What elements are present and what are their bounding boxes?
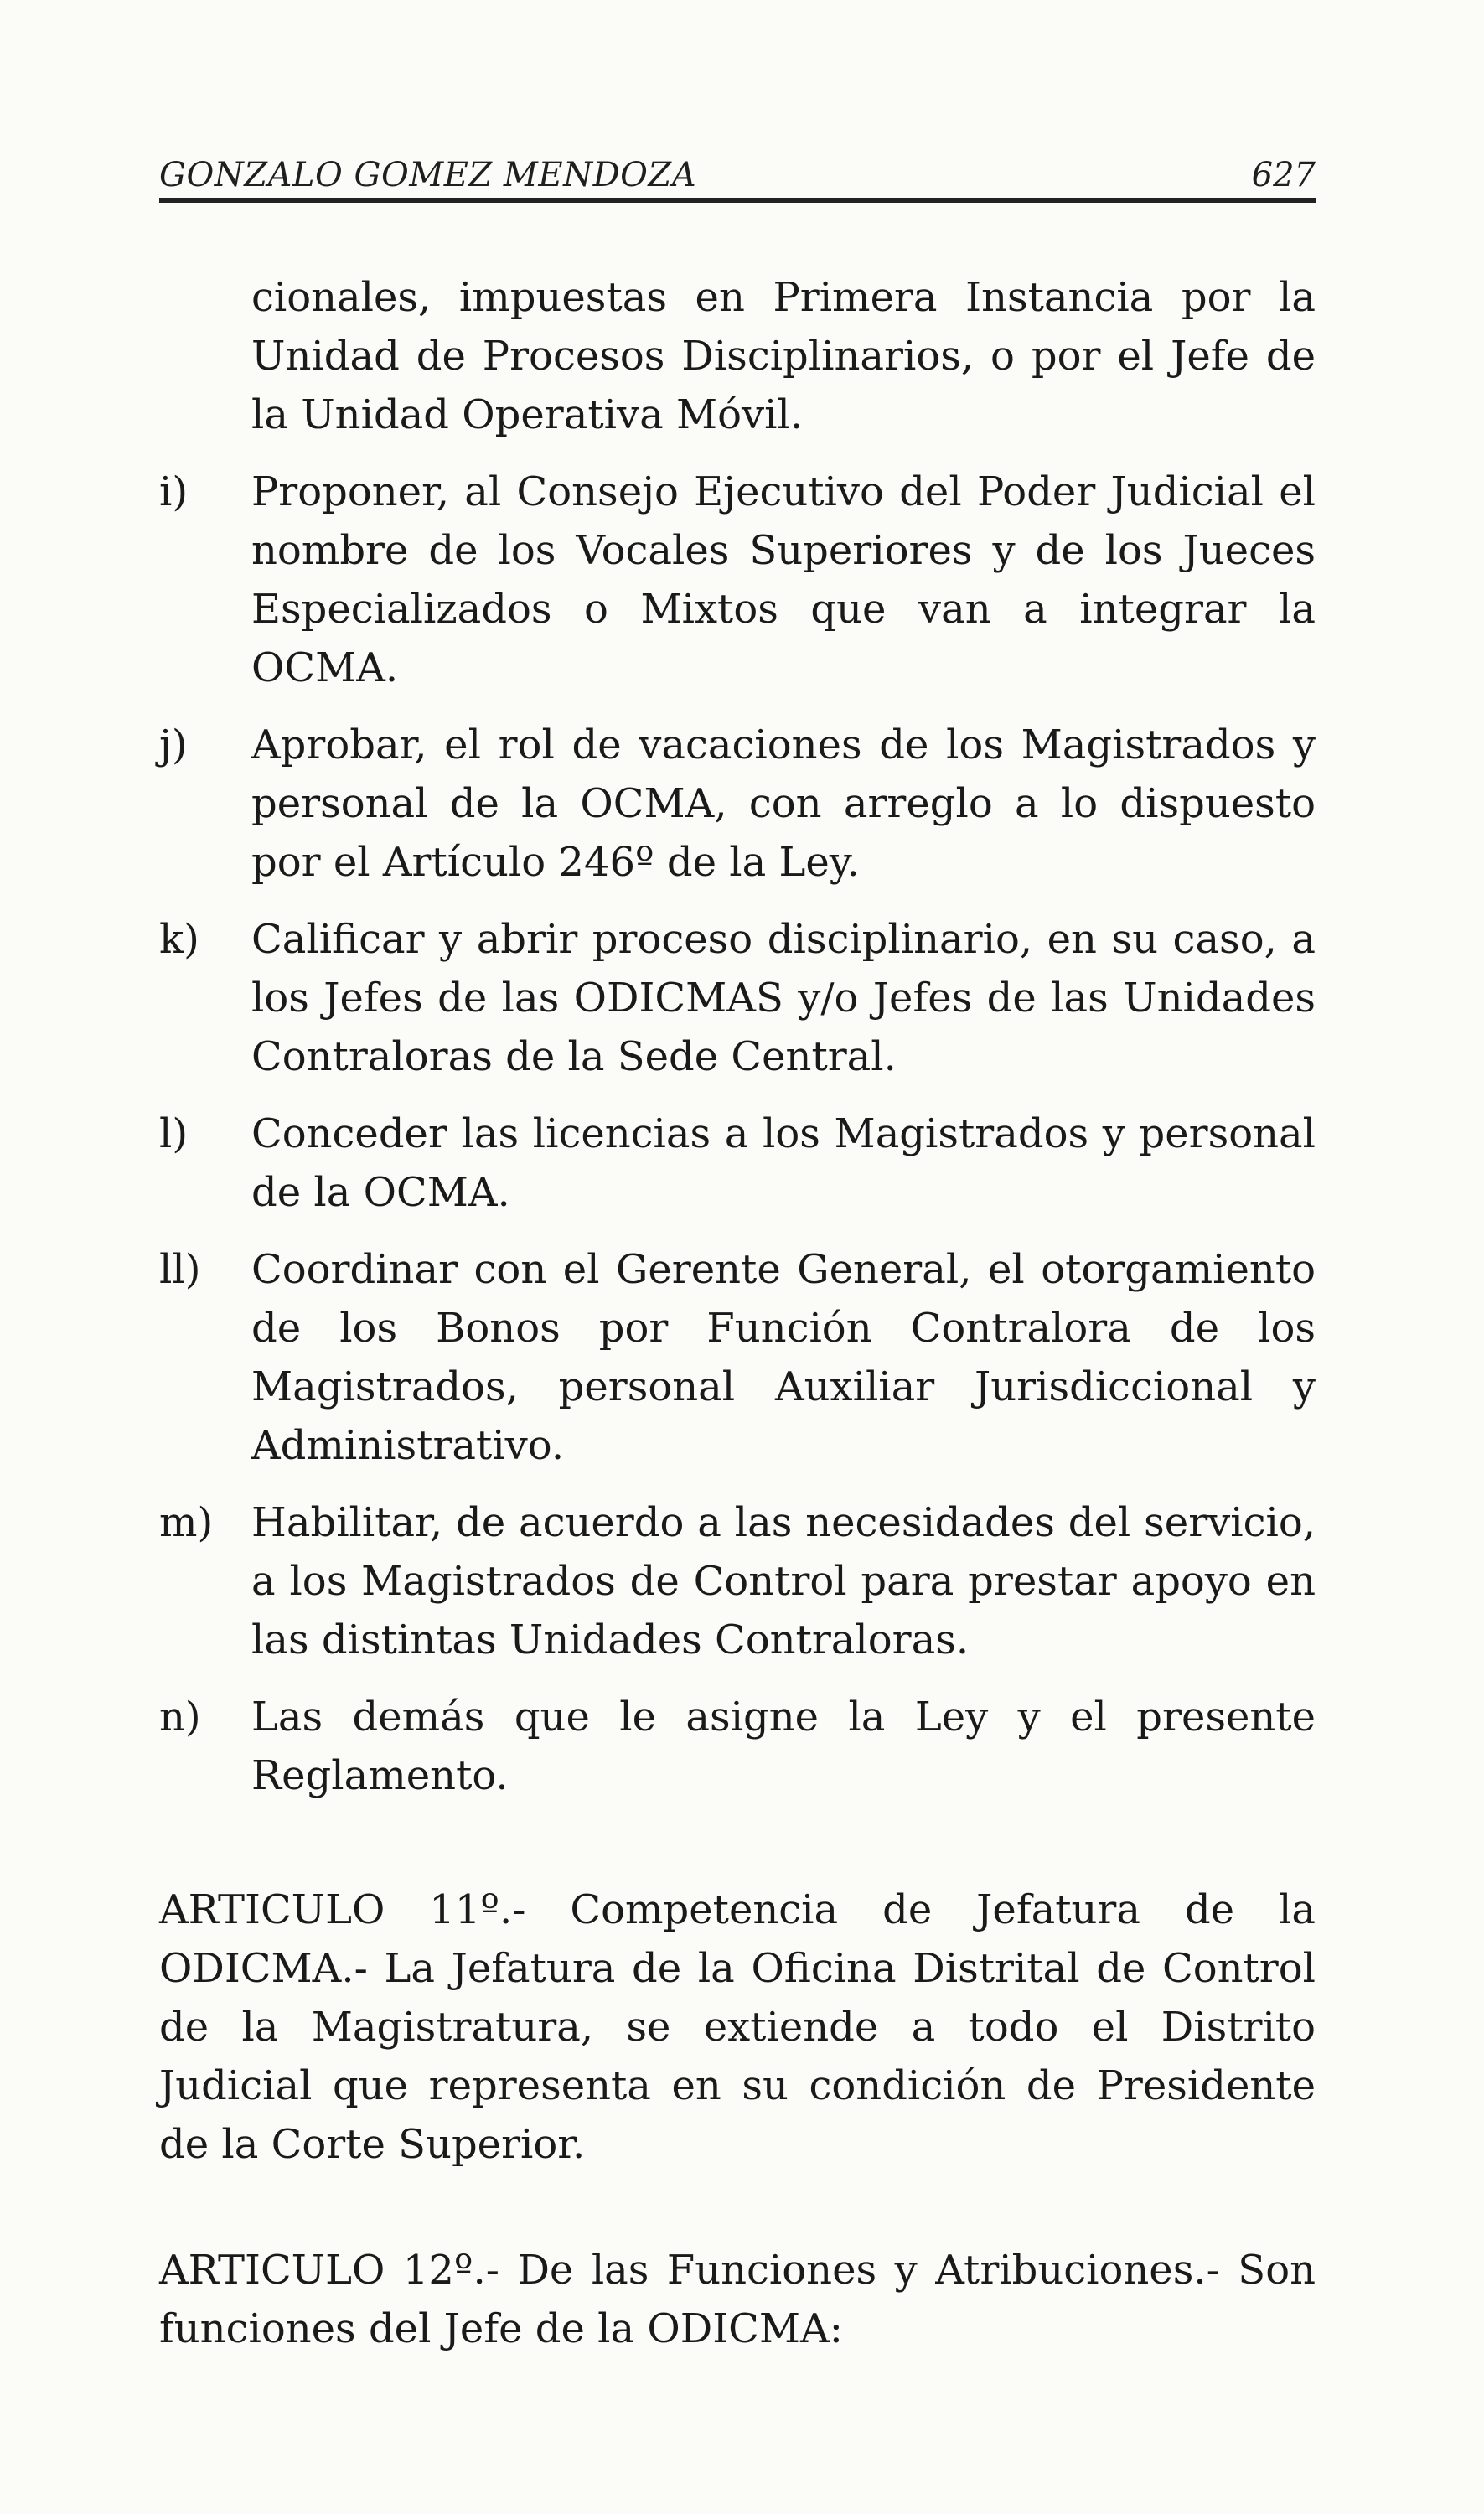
list-item-marker: i) [159, 468, 189, 515]
page-number: 627 [1251, 156, 1316, 194]
list-item-text: Conceder las licencias a los Magistrados y personal de la OCMA. [251, 1110, 1316, 1216]
list-item [159, 463, 1316, 697]
list-item-text: Aprobar, el rol de vacaciones de los Magistrados y personal de la OCMA, con arreglo a lo dispuesto por el Artículo 246º de la Ley. [251, 722, 1316, 886]
article-paragraph: ARTICULO 11º.- Competencia de Jefatura de la ODICMA.- La Jefatura de la Oficina Distrital de Control de la Magistratura, se extiende a todo el Distrito Judicial que representa en su condición de Presidente de la Corte Superior. [159, 1886, 1316, 2168]
header-rule [159, 198, 1316, 203]
list-item [159, 1104, 1316, 1222]
list-item [159, 1688, 1316, 1805]
list-item-marker: ll) [159, 1246, 201, 1293]
list-item-marker: m) [159, 1499, 214, 1546]
list-item-text: Habilitar, de acuerdo a las necesidades del servicio, a los Magistrados de Control para prestar apoyo en las distintas Unidades Contraloras. [251, 1499, 1316, 1663]
list-item-marker: k) [159, 916, 199, 963]
list-item-marker: j) [159, 722, 188, 768]
running-head-author: GONZALO GOMEZ MENDOZA [159, 156, 697, 194]
list-item-text: Proponer, al Consejo Ejecutivo del Poder Judicial el nombre de los Vocales Superiores y de los Jueces Especializados o Mixtos que van a integrar la OCMA. [251, 468, 1316, 691]
continuation-paragraph: cionales, impuestas en Primera Instancia por la Unidad de Procesos Disciplinarios, o por el Jefe de la Unidad Operativa Móvil. [251, 274, 1316, 438]
list-item-text: Coordinar con el Gerente General, el otorgamiento de los Bonos por Función Contralora de los Magistrados, personal Auxiliar Jurisdiccional y Administrativo. [251, 1246, 1316, 1469]
list-item [159, 716, 1316, 892]
list-item-marker: l) [159, 1110, 189, 1157]
article-paragraph: ARTICULO 12º.- De las Funciones y Atribuciones.- Son funciones del Jefe de la ODICMA: [159, 2247, 1316, 2352]
running-header [159, 142, 1316, 201]
list-item-text: Las demás que le asigne la Ley y el presente Reglamento. [251, 1694, 1316, 1799]
list-item [159, 910, 1316, 1086]
list-item-marker: n) [159, 1694, 201, 1741]
list-item [159, 1493, 1316, 1669]
list-item-text: Calificar y abrir proceso disciplinario, en su caso, a los Jefes de las ODICMAS y/o Jefes de las Unidades Contraloras de la Sede Central. [251, 916, 1316, 1080]
list-item [159, 1240, 1316, 1475]
page-body [159, 268, 1316, 2358]
